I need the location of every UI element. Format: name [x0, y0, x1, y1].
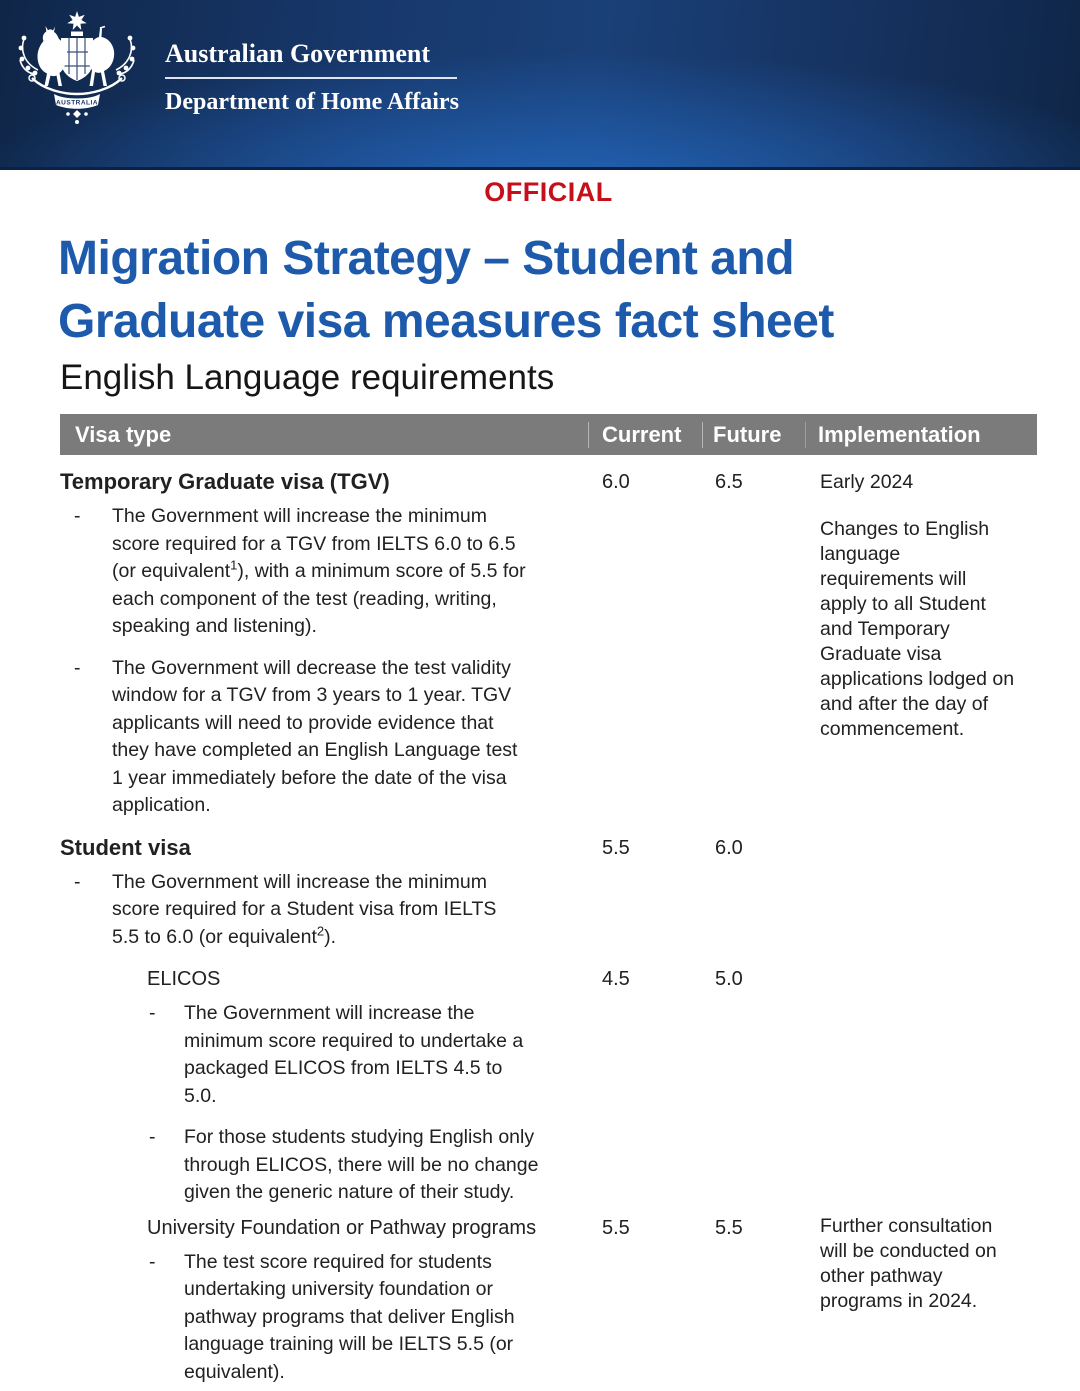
- visa-name: Temporary Graduate visa (TGV): [60, 469, 390, 494]
- bullet-dash: -: [149, 1126, 156, 1148]
- score-current: 4.5: [602, 968, 630, 990]
- page-subtitle: English Language requirements: [60, 358, 555, 397]
- score-current: 6.0: [602, 471, 630, 493]
- implementation-date: Early 2024: [820, 471, 914, 493]
- bullet-text: The test score required for students undertaking university foundation or pathway programs that deliver English language training will be IELTS 5.5 (or equivalent).: [184, 1250, 515, 1383]
- table-row-student-visa: [60, 834, 1037, 952]
- table-row-temporary-graduate-visa: [60, 468, 1037, 820]
- header-divider: [165, 77, 457, 79]
- bullet-dash: -: [74, 656, 81, 679]
- bullet-item: [60, 1000, 588, 1110]
- implementation-paragraph: Changes to English language requirements will apply to all Student and Temporary Graduate visa applications lodged on and after the day of commencement.: [820, 518, 1015, 740]
- bullet-item: [60, 503, 588, 641]
- bullet-item: [60, 1249, 588, 1387]
- score-future: 6.0: [715, 836, 743, 859]
- bullet-dash: -: [149, 1002, 156, 1024]
- column-header-visa-type: Visa type: [75, 421, 172, 447]
- footnote-ref-1: 1: [230, 557, 238, 573]
- bullet-dash: -: [74, 870, 81, 893]
- australian-coat-of-arms-icon: [14, 6, 140, 128]
- visa-details-cell: [60, 1214, 588, 1387]
- agency-name: Australian Government: [165, 39, 431, 68]
- bullet-dash: -: [74, 505, 81, 527]
- page-title: [58, 227, 1048, 353]
- visa-details-cell: [60, 468, 588, 820]
- score-future: 5.5: [715, 1216, 743, 1239]
- department-name: Department of Home Affairs: [165, 89, 459, 115]
- score-future: 6.5: [715, 471, 743, 493]
- bullet-text: The Government will increase the minimum score required for a Student visa from IELTS 5.5 to 6.0 (or equivalent$^2$).: [112, 870, 497, 948]
- visa-name: ELICOS: [147, 968, 221, 990]
- bullet-text: The Government will increase the minimum score required to undertake a packaged ELICOS from IELTS 4.5 to 5.0.: [184, 1002, 524, 1107]
- page-title-line2: Graduate visa measures fact sheet: [58, 295, 834, 348]
- bullet-text: For those students studying English only through ELICOS, there will be no change given the generic nature of their study.: [184, 1126, 539, 1203]
- requirements-table: [60, 414, 1037, 1386]
- implementation-note: [805, 468, 1037, 742]
- government-header-band: [0, 0, 1080, 170]
- bullet-text: The Government will decrease the test validity window for a TGV from 3 years to 1 year. TGV applicants will need to provide evidence that they have completed an English Language test 1 year immediately before the date of the visa application.: [112, 656, 518, 816]
- table-row-university-foundation: [60, 1214, 1037, 1387]
- bullet-item: [60, 655, 588, 820]
- implementation-note: [805, 1214, 1037, 1314]
- bullet-item: [60, 1124, 588, 1207]
- score-future: 5.0: [715, 968, 743, 990]
- visa-name: University Foundation or Pathway programs: [147, 1216, 537, 1239]
- bullet-text: The Government will increase the minimum score required for a TGV from IELTS 6.0 to 6.5 (or equivalent$^1$), with a minimum score of 5.5 for each component of the test (reading, writing, speaking and listening).: [112, 505, 526, 637]
- bullet-item: [60, 869, 588, 952]
- footnote-ref-2: 2: [316, 923, 325, 938]
- column-header-current: Current: [588, 422, 702, 448]
- implementation-paragraph: Further consultation will be conducted on other pathway programs in 2024.: [820, 1214, 997, 1312]
- table-row-elicos: [60, 965, 1037, 1207]
- score-current: 5.5: [602, 1216, 630, 1239]
- table-body: [60, 455, 1037, 1386]
- bullet-dash: -: [149, 1250, 156, 1273]
- page-title-line1: Migration Strategy – Student and: [58, 232, 795, 285]
- score-current: 5.5: [602, 836, 630, 859]
- government-identity: [165, 38, 459, 115]
- visa-name: Student visa: [60, 834, 191, 860]
- table-header-row: [60, 414, 1037, 455]
- column-header-implementation: Implementation: [805, 422, 1037, 448]
- column-header-future: Future: [702, 422, 805, 448]
- visa-details-cell: [60, 965, 588, 1207]
- classification-label: OFFICIAL: [484, 177, 613, 207]
- visa-details-cell: [60, 834, 588, 952]
- crest-ribbon-text: AUSTRALIA: [55, 99, 99, 107]
